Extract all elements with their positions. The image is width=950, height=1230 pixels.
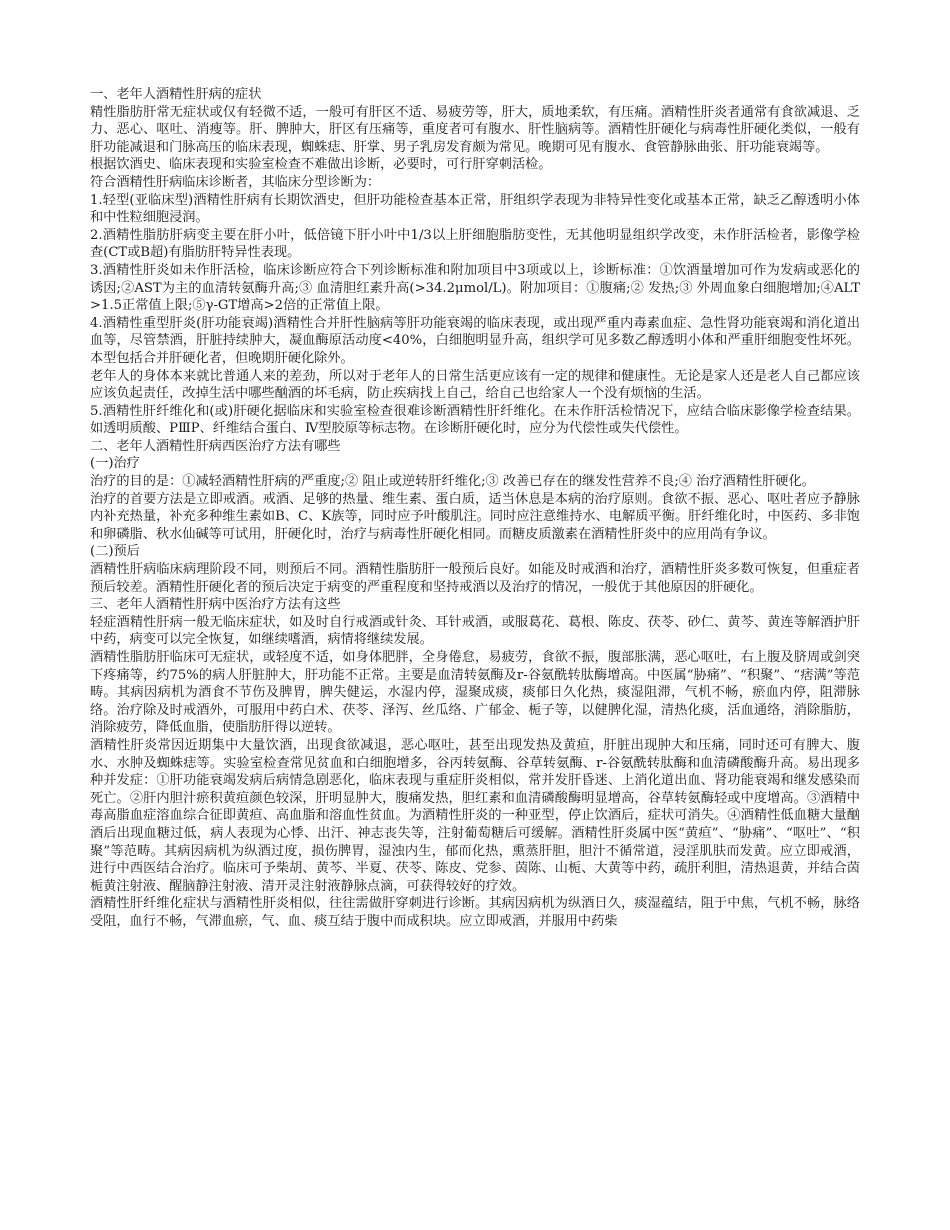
paragraph: 治疗的首要方法是立即戒酒。戒酒、足够的热量、维生素、蛋白质，适当休息是本病的治疗原则。食欲不振、恶心、呕吐者应予静脉内补充热量，补充多种维生素如B、C、K族等，同时应予叶酸肌注。同时应注意维持水、电解质平衡。肝纤维化时，中医药、多非饱和卵磷脂、秋水仙碱等可试用，肝硬化时，治疗与病毒性肝硬化相同。而糖皮质激素在酒精性肝炎中的应用尚有争议。 (90, 491, 860, 542)
paragraph: 酒精性肝炎常因近期集中大量饮酒，出现食欲减退，恶心呕吐，甚至出现发热及黄疸，肝脏出现肿大和压痛，同时还可有脾大、腹水、水肿及蜘蛛痣等。实验室检查常见贫血和白细胞增多，谷丙转氨酶、谷草转氨酶、r-谷氨酰转肽酶和血清磷酸酶升高。易出现多种并发症：①肝功能衰竭发病后病情急剧恶化，临床表现与重症肝炎相似，常并发肝昏迷、上消化道出血、肾功能衰竭和继发感染而死亡。②肝内胆汁瘀积黄疸颜色较深，肝明显肿大，腹痛发热，胆红素和血清磷酸酶明显增高，谷草转氨酶轻或中度增高。③酒精中毒高脂血症溶血综合征即黄疸、高血脂和溶血性贫血。为酒精性肝炎的一种亚型，停止饮酒后，症状可消失。④酒精性低血糖大量酗酒后出现血糖过低，病人表现为心悸、出汗、神志丧失等，注射葡萄糖后可缓解。酒精性肝炎属中医“黄疸”、“胁痛”、“呕吐”、“积聚”等范畴。其病因病机为纵酒过度，损伤脾胃，湿浊内生，郁而化热，熏蒸肝胆，胆汁不循常道，浸淫肌肤而发黄。应立即戒酒，进行中西医结合治疗。临床可予柴胡、黄芩、半夏、茯苓、陈皮、党参、茵陈、山栀、大黄等中药，疏肝利胆，清热退黄，并结合茵栀黄注射液、醒脑静注射液、清开灵注射液静脉点滴，可获得较好的疗效。 (90, 737, 860, 894)
paragraph: 酒精性脂肪肝临床可无症状，或轻度不适，如身体肥胖，全身倦怠，易疲劳，食欲不振，腹部胀满，恶心呕吐，右上腹及脐周或剑突下疼痛等，约75%的病人肝脏肿大，肝功能不正常。主要是血清转氨酶及r-谷氨酰转肽酶增高。中医属“胁痛”、“积聚”、“痞满”等范畴。其病因病机为酒食不节伤及脾胃，脾失健运，水湿内停，湿聚成痰，痰郁日久化热，痰湿阻滞，气机不畅，瘀血内停，阻滞脉络。治疗除及时戒酒外，可服用中药白术、茯苓、泽泻、丝瓜络、广郁金、栀子等，以健脾化湿，清热化痰，活血通络，消除脂肪，消除疲劳，降低血脂，使脂肪肝得以逆转。 (90, 650, 860, 736)
list-item: 5.酒精性肝纤维化和(或)肝硬化据临床和实验室检查很难诊断酒精性肝纤维化。在未作肝活检情况下，应结合临床影像学检查结果。如透明质酸、PⅢP、纤维结合蛋白、Ⅳ型胶原等标志物。在诊断肝硬化时，应分为代偿性或失代偿性。 (90, 403, 860, 437)
paragraph: 轻症酒精性肝病一般无临床症状，如及时自行戒酒或针灸、耳针戒酒，或服葛花、葛根、陈皮、茯苓、砂仁、黄芩、黄连等解酒护肝中药，病变可以完全恢复，如继续嗜酒，病情将继续发展。 (90, 614, 860, 648)
section-heading-tcm-treatment: 三、老年人酒精性肝病中医治疗方法有这些 (90, 597, 341, 613)
paragraph: 符合酒精性肝病临床诊断者，其临床分型诊断为： (90, 174, 381, 190)
subheading-treatment: (一)治疗 (90, 456, 140, 472)
paragraph: 根据饮酒史、临床表现和实验室检查不难做出诊断，必要时，可行肝穿刺活检。 (90, 157, 552, 173)
section-heading-symptoms: 一、老年人酒精性肝病的症状 (90, 87, 262, 102)
paragraph: 酒精性肝纤维化症状与酒精性肝炎相似，往往需做肝穿刺进行诊断。其病因病机为纵酒日久，痰湿蕴结，阻于中焦，气机不畅，脉络受阻，血行不畅，气滞血瘀，气、血、痰互结于腹中而成积块。应立即戒酒，并服用中药柴 (90, 896, 860, 929)
paragraph: 老年人的身体本来就比普通人来的差劲，所以对于老年人的日常生活更应该有一定的规律和健康性。无论是家人还是老人自己都应该应该负起责任，改掉生活中哪些酗酒的坏毛病，防止疾病找上自己，给自己也给家人一个没有烦恼的生活。 (90, 368, 860, 402)
paragraph: 治疗的目的是：①减轻酒精性肝病的严重度;② 阻止或逆转肝纤维化;③ 改善已存在的继发性营养不良;④ 治疗酒精性肝硬化。 (90, 474, 815, 490)
list-item: 3.酒精性肝炎如未作肝活检，临床诊断应符合下列诊断标准和附加项目中3项或以上，诊断标准：①饮酒量增加可作为发病或恶化的诱因;②AST为主的血清转氨酶升高;③ 血清胆红素升高(>34.2μmol/L)。附加项目：①腹痛;② 发热;③ 外周血象白细胞增加;④ALT>1.5正常值上限;⑤γ-GT增高>2倍的正常值上限。 (90, 262, 860, 314)
list-item: 2.酒精性脂肪肝病变主要在肝小叶，低倍镜下肝小叶中1/3以上肝细胞脂肪变性，无其他明显组织学改变，未作肝活检者，影像学检查(CT或B超)有脂肪肝特异性表现。 (90, 227, 860, 261)
paragraph: 酒精性肝病临床病理阶段不同，则预后不同。酒精性脂肪肝一般预后良好。如能及时戒酒和治疗，酒精性肝炎多数可恢复，但重症者预后较差。酒精性肝硬化者的预后决定于病变的严重程度和坚持戒酒以及治疗的情况，一般优于其他原因的肝硬化。 (90, 562, 860, 595)
list-item: 4.酒精性重型肝炎(肝功能衰竭)酒精性合并肝性脑病等肝功能衰竭的临床表现，或出现严重内毒素血症、急性肾功能衰竭和消化道出血等，尽管禁酒，肝脏持续肿大，凝血酶原活动度<40%，白细胞明显升高，组织学可见多数乙醇透明小体和严重肝细胞变性坏死。本型包括合并肝硬化者，但晚期肝硬化除外。 (90, 315, 860, 366)
subheading-prognosis: (二)预后 (90, 544, 140, 560)
list-item: 1.轻型(亚临床型)酒精性肝病有长期饮酒史，但肝功能检查基本正常，肝组织学表现为非特异性变化或基本正常，缺乏乙醇透明小体和中性粒细胞浸润。 (90, 192, 860, 226)
document-body (90, 86, 860, 931)
paragraph: 精性脂肪肝常无症状或仅有轻微不适，一般可有肝区不适、易疲劳等，肝大，质地柔软，有压痛。酒精性肝炎者通常有食欲减退、乏力、恶心、呕吐、消瘦等。肝、脾肿大，肝区有压痛等，重度者可有腹水、肝性脑病等。酒精性肝硬化与病毒性肝硬化类似，一般有肝功能减退和门脉高压的临床表现，蜘蛛痣、肝掌、男子乳房发育颇为常见。晚期可见有腹水、食管静脉曲张、肝功能衰竭等。 (90, 104, 860, 155)
section-heading-western-treatment: 二、老年人酒精性肝病西医治疗方法有哪些 (90, 438, 341, 454)
